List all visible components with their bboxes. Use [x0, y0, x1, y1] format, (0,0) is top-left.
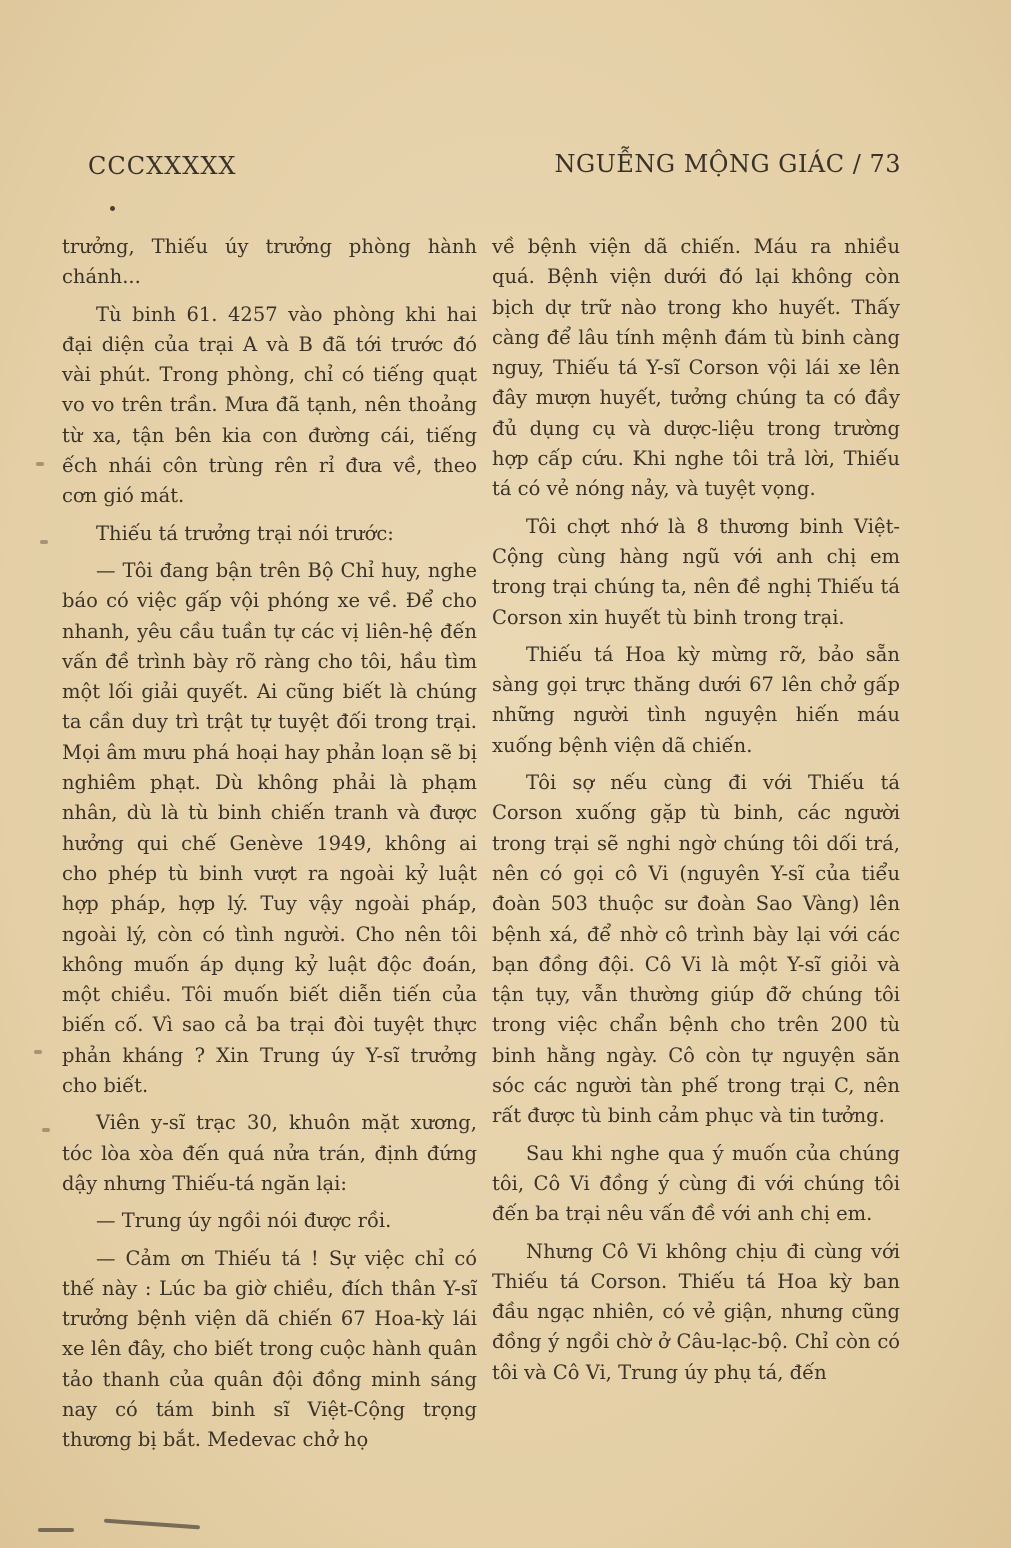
ink-smudge [38, 1528, 74, 1532]
paragraph: Tù binh 61. 4257 vào phòng khi hai đại diện của trại A và B đã tới trước đó vài phút. Trong phòng, chỉ có tiếng quạt vo vo trên trần. Mưa đã tạnh, nên thoảng từ xa, tận bên kia con đường cái, tiếng ếch nhái côn trùng rên rỉ đưa về, theo cơn gió mát. [62, 302, 477, 508]
paragraph: — Trung úy ngồi nói được rồi. [96, 1209, 392, 1233]
ink-dot [110, 206, 115, 211]
paragraph: trưởng, Thiếu úy trưởng phòng hành chánh... [62, 235, 477, 289]
paragraph: về bệnh viện dã chiến. Máu ra nhiều quá. Bệnh viện dưới đó lại không còn bịch dự trữ nào trong kho huyết. Thấy càng để lâu tính mệnh đám tù binh càng nguy, Thiếu tá Y-sĩ Corson vội lái xe lên đây mượn huyết, tưởng chúng ta có đầy đủ dụng cụ và dược-liệu trong trường hợp cấp cứu. Khi nghe tôi trả lời, Thiếu tá có vẻ nóng nảy, và tuyệt vọng. [492, 235, 900, 501]
ink-smudge [104, 1519, 200, 1530]
paragraph: Viên y-sĩ trạc 30, khuôn mặt xương, tóc lòa xòa đến quá nửa trán, định đứng dậy nhưng Thiếu-tá ngăn lại: [62, 1111, 477, 1195]
paper-spot [36, 462, 44, 466]
right-column [492, 232, 900, 1388]
paragraph: Sau khi nghe qua ý muốn của chúng tôi, Cô Vi đồng ý cùng đi với chúng tôi đến ba trại nêu vấn đề với anh chị em. [492, 1141, 900, 1226]
paragraph: — Cảm ơn Thiếu tá ! Sự việc chỉ có thế này : Lúc ba giờ chiều, đích thân Y-sĩ trưởng bệnh viện dã chiến 67 Hoa-kỳ lái xe lên đây, cho biết trong cuộc hành quân tảo thanh của quân đội đồng minh sáng nay có tám binh sĩ Việt-Cộng trọng thương bị bắt. Medevac chở họ [62, 1246, 477, 1452]
paper-spot [34, 1050, 42, 1054]
paragraph: Tôi chợt nhớ là 8 thương binh Việt-Cộng cùng hàng ngũ với anh chị em trong trại chúng ta, nên đề nghị Thiếu tá Corson xin huyết tù binh trong trại. [492, 514, 900, 629]
paragraph: Nhưng Cô Vi không chịu đi cùng với Thiếu tá Corson. Thiếu tá Hoa kỳ ban đầu ngạc nhiên, có vẻ giận, nhưng cũng đồng ý ngồi chờ ở Câu-lạc-bộ. Chỉ còn có tôi và Cô Vi, Trung úy phụ tá, đến [492, 1239, 900, 1384]
paper-spot [42, 1128, 50, 1132]
paragraph: Tôi sợ nếu cùng đi với Thiếu tá Corson xuống gặp tù binh, các người trong trại sẽ nghi ngờ chúng tôi dối trá, nên có gọi cô Vi (nguyên Y-sĩ của tiểu đoàn 503 thuộc sư đoàn Sao Vàng) lên bệnh xá, để nhờ cô trình bày lại với các bạn đồng đội. Cô Vi là một Y-sĩ giỏi và tận tụy, vẫn thường giúp đỡ chúng tôi trong việc chẩn bệnh cho trên 200 tù binh hằng ngày. Cô còn tự nguyện săn sóc các người tàn phế trong trại C, nên rất được tù binh cảm phục và tin tưởng. [492, 771, 900, 1128]
paper-spot [40, 540, 48, 544]
paragraph: — Tôi đang bận trên Bộ Chỉ huy, nghe báo có việc gấp vội phóng xe về. Để cho nhanh, yêu cầu tuần tự các vị liên-hệ đến vấn đề trình bày rõ ràng cho tôi, hầu tìm một lối giải quyết. Ai cũng biết là chúng ta cần duy trì trật tự tuyệt đối trong trại. Mọi âm mưu phá hoại hay phản loạn sẽ bị nghiêm phạt. Dù không phải là phạm nhân, dù là tù binh chiến tranh và được hưởng qui chế Genève 1949, không ai cho phép tù binh vượt ra ngoài kỷ luật hợp pháp, hợp lý. Tuy vậy ngoài pháp, ngoài lý, còn có tình người. Cho nên tôi không muốn áp dụng kỷ luật độc đoán, một chiều. Tôi muốn biết diễn tiến của biến cố. Vì sao cả ba trại đòi tuyệt thực phản kháng ? Xin Trung úy Y-sĩ trưởng cho biết. [62, 558, 477, 1098]
paragraph: Thiếu tá trưởng trại nói trước: [96, 521, 394, 545]
left-column [62, 232, 477, 1456]
paragraph: Thiếu tá Hoa kỳ mừng rỡ, bảo sẵn sàng gọi trực thăng dưới 67 lên chở gấp những người tình nguyện hiến máu xuống bệnh viện dã chiến. [492, 642, 900, 757]
running-header-right: NGUỄNG MỘNG GIÁC / 73 [554, 150, 901, 178]
running-header-left: CCCXXXXX [88, 152, 237, 180]
